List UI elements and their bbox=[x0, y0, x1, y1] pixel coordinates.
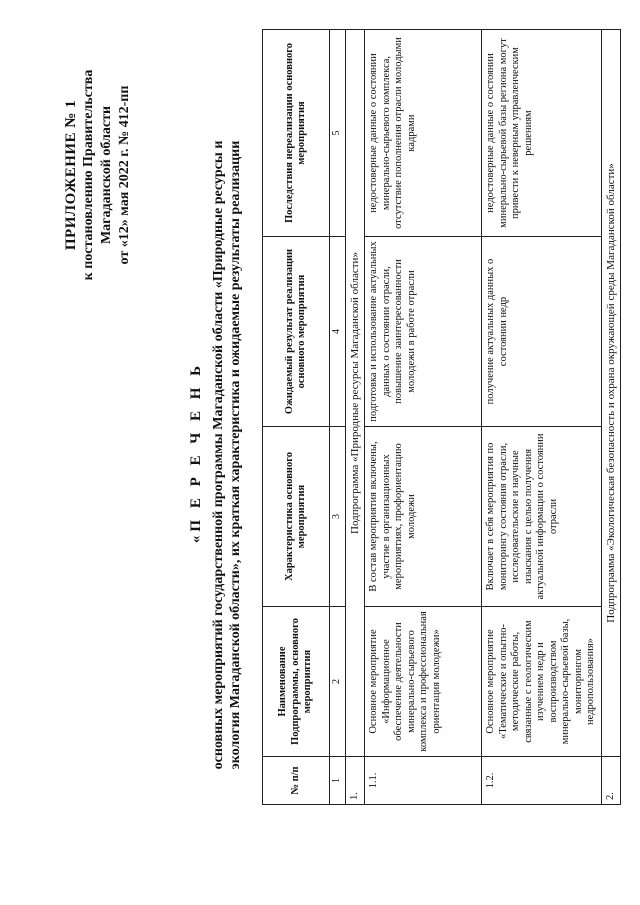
appendix-line-1: к постановлению Правительства bbox=[81, 69, 96, 281]
document-subtitle: основных мероприятий государственной программы Магаданской области «Природные ресурсы и экология Магаданской области», их краткая характеристика и ожидаемые результаты реализации bbox=[211, 140, 243, 770]
row-consequence: недостоверные данные о состоянии минерально-сырьевой базы региона могут привести к неверным управленческим решениям bbox=[482, 30, 602, 237]
row-name: Основное мероприятие «Информационное обеспечение деятельности минерально-сырьевого комплекса и профессиональная ориентация молодежи» bbox=[365, 607, 482, 757]
row-name: Основное мероприятие «Тематические и опытно-методические работы, связанные с геологическим изучением недр и воспроизводством минерально-сырьевой базы, мониторингом недропользования» bbox=[482, 607, 602, 757]
appendix-line-2: Магаданской области bbox=[99, 105, 114, 245]
row-result: подготовка и использование актуальных данных о состоянии отрасли, повышение заинтересованности молодежи в работе отрасли bbox=[365, 237, 482, 427]
subprogram-number: 1. bbox=[345, 757, 365, 805]
appendix-line-3: от «12» мая 2022 г. № 412-пп bbox=[117, 85, 132, 265]
row-number: 1.2. bbox=[482, 757, 602, 805]
col-number: 5 bbox=[330, 30, 346, 237]
header-name: Наименование Подпрограммы, основного мероприятия bbox=[263, 607, 330, 757]
row-description: В состав мероприятия включены, участие в организационных мероприятиях, профориентацию молодежи bbox=[365, 427, 482, 607]
document-title: «П Е Р Е Ч Е Н Ь bbox=[188, 361, 204, 544]
table-row bbox=[482, 30, 602, 805]
col-number: 3 bbox=[330, 427, 346, 607]
header-result: Ожидаемый результат реализации основного мероприятия bbox=[263, 237, 330, 427]
header-num: № п/п bbox=[263, 757, 330, 805]
measures-table bbox=[262, 29, 621, 805]
subprogram-number: 2. bbox=[601, 757, 621, 805]
subprogram-row-2 bbox=[601, 30, 621, 805]
row-number: 1.1. bbox=[365, 757, 482, 805]
appendix-title: ПРИЛОЖЕНИЕ № 1 bbox=[63, 99, 79, 251]
subprogram-row-1 bbox=[345, 30, 365, 805]
subprogram-title: Подпрограмма «Природные ресурсы Магаданской области» bbox=[345, 30, 365, 757]
col-number: 4 bbox=[330, 237, 346, 427]
row-result: получение актуальных данных о состоянии недр bbox=[482, 237, 602, 427]
header-consequence: Последствия нереализации основного мероприятия bbox=[263, 30, 330, 237]
col-number: 1 bbox=[330, 757, 346, 805]
appendix-block bbox=[62, 45, 134, 305]
table-header-row bbox=[263, 30, 330, 805]
subprogram-title: Подпрограмма «Экологическая безопасность и охрана окружающей среды Магаданской области» bbox=[601, 30, 621, 757]
column-number-row bbox=[330, 30, 346, 805]
row-consequence: недостоверные данные о состоянии минерально-сырьевого комплекса, отсутствие пополнения отрасли молодыми кадрами bbox=[365, 30, 482, 237]
row-description: Включает в себя мероприятия по мониторингу состояния отрасли, исследовательские и научные изыскания с целью получения актуальной информации о состоянии отрасли bbox=[482, 427, 602, 607]
col-number: 2 bbox=[330, 607, 346, 757]
table-row bbox=[365, 30, 482, 805]
header-description: Характеристика основного мероприятия bbox=[263, 427, 330, 607]
